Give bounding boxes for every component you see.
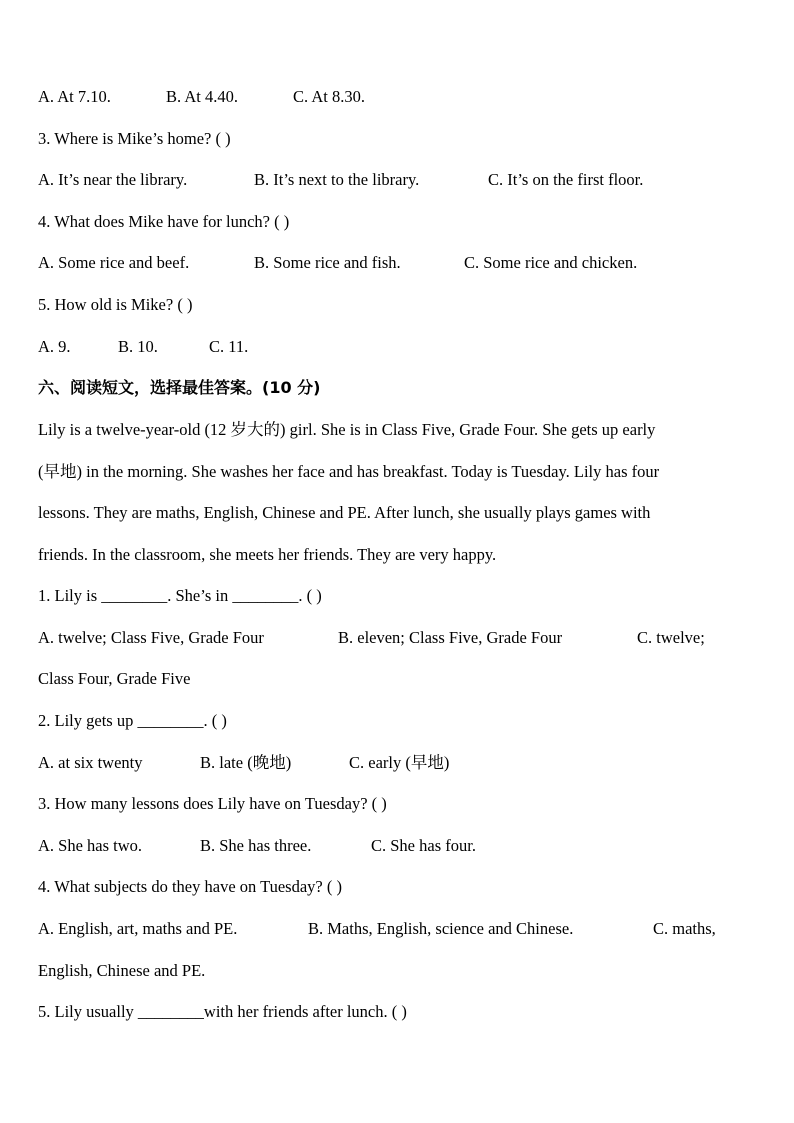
passage-line-3: lessons. They are maths, English, Chinese and PE. After lunch, she usually plays games with bbox=[38, 503, 651, 522]
p6-q3-question: 3. How many lessons does Lily have on Tuesday? ( ) bbox=[38, 794, 387, 813]
p5-q5-option-a: A. 9. bbox=[38, 337, 71, 356]
p6-q3-option-b: B. She has three. bbox=[200, 836, 312, 855]
passage-line-1: Lily is a twelve-year-old (12 岁大的) girl. She is in Class Five, Grade Four. She gets up early bbox=[38, 420, 656, 439]
p6-q4-option-c: C. maths, bbox=[653, 919, 716, 938]
p6-q2-option-c: C. early (早地) bbox=[349, 753, 450, 772]
p6-q4-option-a: A. English, art, maths and PE. bbox=[38, 919, 238, 938]
p6-q4-option-c-continued: English, Chinese and PE. bbox=[38, 961, 206, 980]
p6-q2-option-a: A. at six twenty bbox=[38, 753, 143, 772]
p5-q2-option-c: C. At 8.30. bbox=[293, 87, 365, 106]
p5-q3-option-a: A. It’s near the library. bbox=[38, 170, 188, 189]
p5-q2-option-b: B. At 4.40. bbox=[166, 87, 238, 106]
p5-q4-option-c: C. Some rice and chicken. bbox=[464, 253, 638, 272]
passage-line-2: (早地) in the morning. She washes her face and has breakfast. Today is Tuesday. Lily has four bbox=[38, 462, 660, 481]
p6-q1-option-b: B. eleven; Class Five, Grade Four bbox=[338, 628, 563, 647]
p5-q4-option-a: A. Some rice and beef. bbox=[38, 253, 190, 272]
p5-q3-option-c: C. It’s on the first floor. bbox=[488, 170, 644, 189]
p6-q1-question: 1. Lily is ________. She’s in ________. ( ) bbox=[38, 586, 322, 605]
p5-q4-question: 4. What does Mike have for lunch? ( ) bbox=[38, 212, 290, 231]
p6-q3-option-c: C. She has four. bbox=[371, 836, 476, 855]
part6-heading: 六、阅读短文，选择最佳答案。(10 分) bbox=[38, 378, 321, 397]
p6-q1-option-c: C. twelve; bbox=[637, 628, 705, 647]
p6-q3-option-a: A. She has two. bbox=[38, 836, 143, 855]
p6-q2-option-b: B. late (晚地) bbox=[200, 753, 292, 772]
passage-line-4: friends. In the classroom, she meets her friends. They are very happy. bbox=[38, 545, 497, 564]
p5-q5-option-b: B. 10. bbox=[118, 337, 158, 356]
p5-q3-option-b: B. It’s next to the library. bbox=[254, 170, 420, 189]
p6-q2-question: 2. Lily gets up ________. ( ) bbox=[38, 711, 227, 730]
p5-q2-option-a: A. At 7.10. bbox=[38, 87, 111, 106]
p6-q4-option-b: B. Maths, English, science and Chinese. bbox=[308, 919, 574, 938]
p6-q1-option-a: A. twelve; Class Five, Grade Four bbox=[38, 628, 264, 647]
p5-q5-question: 5. How old is Mike? ( ) bbox=[38, 295, 193, 314]
p5-q4-option-b: B. Some rice and fish. bbox=[254, 253, 401, 272]
p5-q5-option-c: C. 11. bbox=[209, 337, 249, 356]
p6-q5-question: 5. Lily usually ________with her friends after lunch. ( ) bbox=[38, 1002, 407, 1021]
p6-q1-option-c-continued: Class Four, Grade Five bbox=[38, 669, 191, 688]
p6-q4-question: 4. What subjects do they have on Tuesday? ( ) bbox=[38, 877, 342, 896]
p5-q3-question: 3. Where is Mike’s home? ( ) bbox=[38, 129, 231, 148]
